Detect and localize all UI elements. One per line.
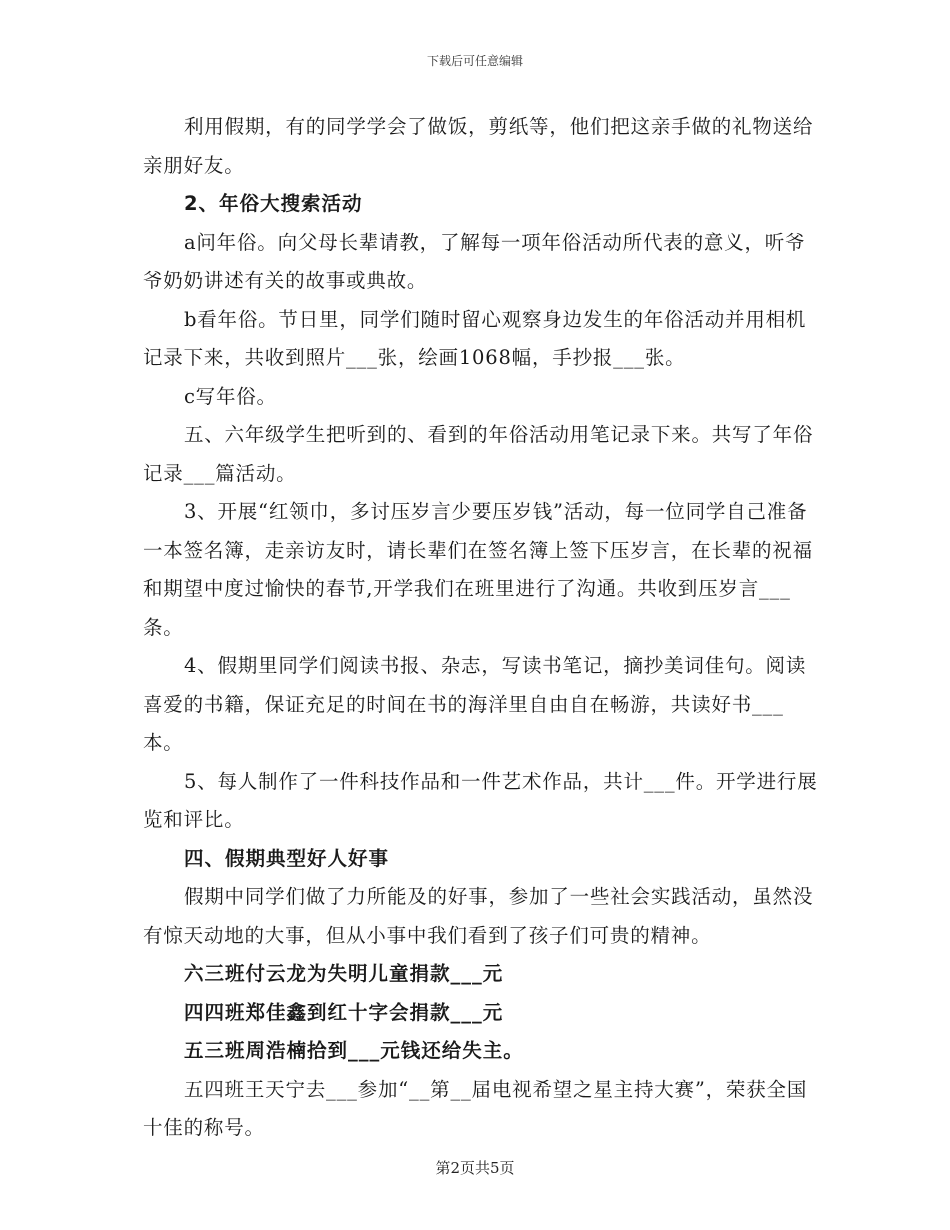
paragraph: c写年俗。 [183, 384, 277, 408]
paragraph: 4、假期里同学们阅读书报、杂志，写读书笔记，摘抄美词佳句。阅读喜爱的书籍，保证充足的时间在书的海洋里自由自在畅游，共读好书___本。 [143, 654, 807, 754]
paragraph: 3、开展“红领巾，多讨压岁言少要压岁钱”活动，每一位同学自己准备一本签名簿，走亲访友时，请长辈们在签名簿上签下压岁言，在长辈的祝福和期望中度过愉快的春节,开学我们在班里进行了沟通。共收到压岁言___条。 [143, 500, 813, 639]
paragraph: a问年俗。向父母长辈请教，了解每一项年俗活动所代表的意义，听爷爷奶奶讲述有关的故事或典故。 [143, 230, 806, 292]
section-heading: 2、年俗大搜索活动 [183, 192, 363, 215]
document-body [143, 108, 823, 1148]
paragraph: 五四班王天宁去___参加“__第__届电视希望之星主持大赛”，荣获全国十佳的称号。 [143, 1077, 808, 1139]
section-heading: 四、假期典型好人好事 [183, 846, 389, 870]
page-footer: 第2页共5页 [435, 1159, 515, 1177]
paragraph: 利用假期，有的同学学会了做饭，剪纸等，他们把这亲手做的礼物送给亲朋好友。 [143, 115, 814, 177]
paragraph: 5、每人制作了一件科技作品和一件艺术作品，共计___件。开学进行展览和评比。 [143, 769, 818, 831]
good-deed-item: 六三班付云龙为失明儿童捐款___元 [183, 962, 504, 985]
paragraph: 五、六年级学生把听到的、看到的年俗活动用笔记录下来。共写了年俗记录___篇活动。 [143, 423, 814, 485]
good-deed-item: 四四班郑佳鑫到红十字会捐款___元 [183, 1000, 504, 1024]
paragraph: b看年俗。节日里，同学们随时留心观察身边发生的年俗活动并用相机记录下来，共收到照片___张，绘画1068幅，手抄报___张。 [143, 307, 807, 369]
good-deed-item: 五三班周浩楠拾到___元钱还给失主。 [183, 1039, 524, 1062]
paragraph: 假期中同学们做了力所能及的好事，参加了一些社会实践活动，虽然没有惊天动地的大事，但从小事中我们看到了孩子们可贵的精神。 [143, 885, 814, 947]
page-header: 下载后可任意编辑 [426, 54, 523, 68]
